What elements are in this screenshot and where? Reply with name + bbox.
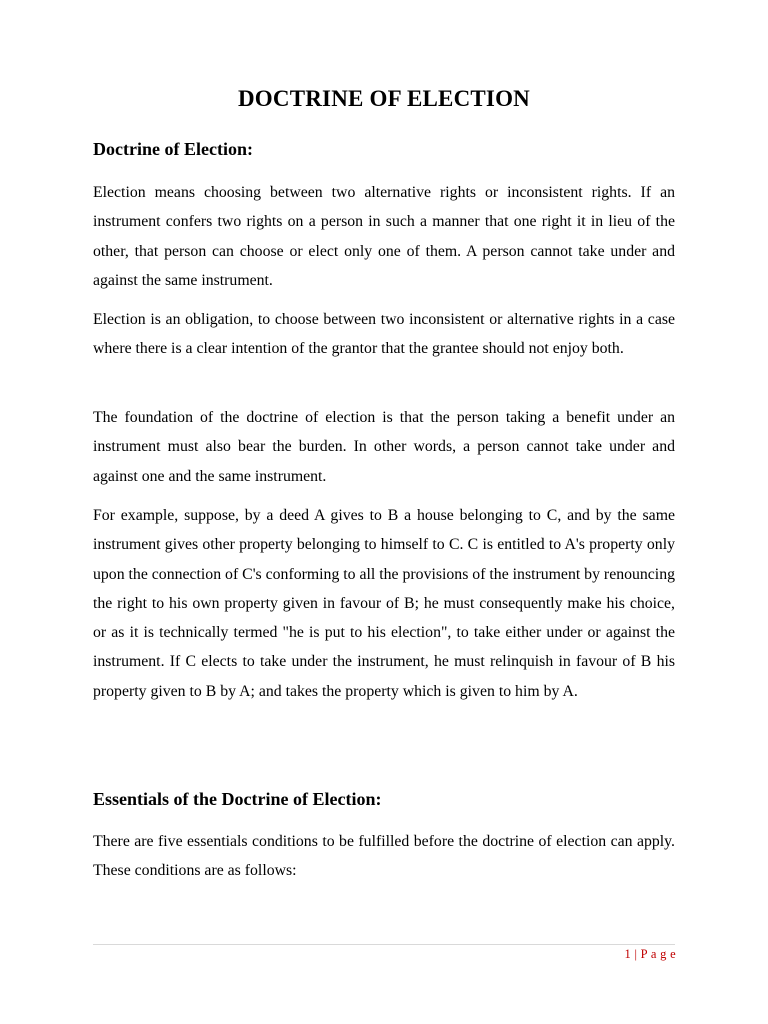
paragraph-essentials-intro: There are five essentials conditions to be fulfilled before the doctrine of election can apply. These conditions are as follows: bbox=[93, 833, 675, 880]
page-number: 1 | P a g e bbox=[624, 947, 676, 961]
document-title: DOCTRINE OF ELECTION bbox=[238, 86, 530, 111]
section-heading-doctrine-of-election: Doctrine of Election: bbox=[93, 139, 253, 159]
paragraph-example: For example, suppose, by a deed A gives to B a house belonging to C, and by the same instrument gives other property belonging to himself to C. C is entitled to A's property only upon the connection of C's conforming to all the provisions of the instrument by renouncing the right to his own property given in favour of B; he must consequently make his choice, or as it is technically termed "he is put to his election", to take either under or against the instrument. If C elects to take under the instrument, he must relinquish in favour of B his property given to B by A; and takes the property which is given to him by A. bbox=[93, 507, 675, 700]
paragraph-obligation: Election is an obligation, to choose between two inconsistent or alternative rights in a case where there is a clear intention of the grantor that the grantee should not enjoy both. bbox=[93, 311, 675, 358]
section-heading-essentials: Essentials of the Doctrine of Election: bbox=[93, 789, 382, 809]
paragraph-foundation: The foundation of the doctrine of election is that the person taking a benefit under an instrument must also bear the burden. In other words, a person cannot take under and against one and the same instrument. bbox=[93, 409, 675, 485]
paragraph-definition: Election means choosing between two alternative rights or inconsistent rights. If an instrument confers two rights on a person in such a manner that one right it in lieu of the other, that person can choose or elect only one of them. A person cannot take under and against the same instrument. bbox=[93, 184, 675, 289]
footer-divider bbox=[93, 944, 675, 945]
